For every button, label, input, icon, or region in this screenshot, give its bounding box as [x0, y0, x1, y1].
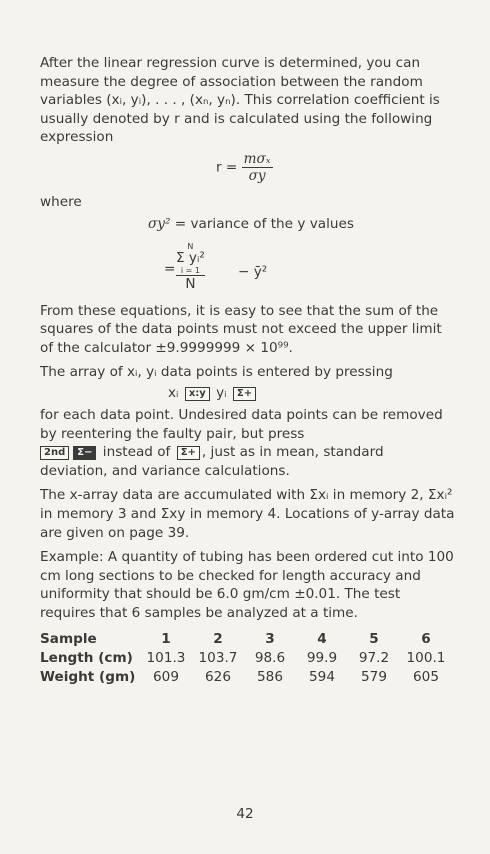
table-header-cell: 1: [161, 631, 171, 648]
variance-eq: =: [164, 260, 176, 277]
key-y-label: yᵢ: [216, 384, 227, 401]
sum-bottom: i = 1: [180, 265, 200, 275]
variance-text: = variance of the y values: [174, 215, 354, 232]
sigma-plus-key: Σ+: [233, 387, 256, 401]
sum-limit-paragraph: From these equations, it is easy to see that the sum of the squares of the data points must not exceed the upper limit of the calculator ±9.9999999 × 10⁹⁹.: [40, 302, 442, 356]
table-header-cell: 6: [421, 631, 431, 648]
table-cell: 97.2: [358, 650, 390, 667]
table-header-row: [40, 630, 452, 649]
table-row: [40, 668, 452, 687]
sigma-plus-key-inline: Σ+: [177, 446, 200, 460]
table-header-cell: 3: [265, 631, 275, 648]
table-cell: 99.9: [306, 650, 338, 667]
table-cell: 626: [205, 669, 231, 686]
table-header-cell: 2: [213, 631, 223, 648]
table-header-label: Sample: [40, 631, 97, 648]
table-cell: 100.1: [406, 650, 446, 667]
table-header-cell: 5: [369, 631, 379, 648]
array-entry-paragraph: The array of xᵢ, yᵢ data points is entered by pressing: [40, 364, 393, 381]
formula-r: [216, 151, 455, 191]
row-label: Weight (gm): [40, 669, 136, 686]
table-cell: 103.7: [198, 650, 238, 667]
sum-sign: Σ yᵢ²: [176, 249, 205, 266]
instead-rest-text: , just as in mean, standard deviation, and variance calculations.: [40, 444, 384, 479]
intro-paragraph: After the linear regression curve is determined, you can measure the degree of association between the random variables (xᵢ, yᵢ), . . . , (xₙ, yₙ). This correlation coefficient is usually denoted by r and is calculated using the following expression: [40, 55, 440, 146]
second-key: 2nd: [40, 446, 69, 460]
formula-r-lhs: r =: [216, 159, 238, 176]
sigma-minus-key: Σ−: [73, 446, 96, 460]
table-cell: 101.3: [146, 650, 186, 667]
table-cell: 594: [309, 669, 335, 686]
formula-r-numerator: mσₓ: [243, 150, 271, 167]
variance-fraction: [176, 242, 205, 292]
variance-formula: [164, 242, 455, 294]
sample-table: [40, 630, 452, 687]
variance-symbol: σy²: [148, 215, 171, 232]
each-point-text: for each data point. Undesired data points can be removed by reentering the faulty pair, but press: [40, 406, 443, 442]
key-sequence: [168, 385, 455, 404]
table-cell: 605: [413, 669, 439, 686]
row-label: Length (cm): [40, 650, 133, 667]
key-x-label: xᵢ: [168, 384, 179, 401]
variance-definition: [148, 216, 455, 236]
formula-r-denominator: σy: [248, 167, 266, 184]
where-label: where: [40, 193, 82, 210]
instead-of-text: instead of: [102, 444, 171, 461]
table-header-cell: 4: [317, 631, 327, 648]
table-cell: 98.6: [254, 650, 286, 667]
example-paragraph: Example: A quantity of tubing has been ordered cut into 100 cm long sections to be checked for length accuracy and uniformity that should be 6.0 gm/cm ±0.01. The test requires that 6 samples be analyzed at a time.: [40, 549, 454, 621]
variance-denominator: N: [185, 275, 196, 292]
sum-top: N: [187, 241, 194, 251]
variance-tail: − ȳ²: [238, 263, 268, 280]
table-cell: 586: [257, 669, 283, 686]
each-point-paragraph: [40, 406, 455, 480]
page-number: 42: [236, 806, 254, 822]
xy-swap-key: x:y: [185, 387, 210, 401]
formula-r-fraction: [242, 151, 273, 184]
table-row: [40, 649, 452, 668]
table-cell: 579: [361, 669, 387, 686]
table-cell: 609: [153, 669, 179, 686]
memory-paragraph: The x-array data are accumulated with Σxᵢ in memory 2, Σxᵢ² in memory 3 and Σxy in memory 4. Locations of y-array data are given on page 39.: [40, 487, 455, 541]
page-body: [40, 54, 455, 687]
